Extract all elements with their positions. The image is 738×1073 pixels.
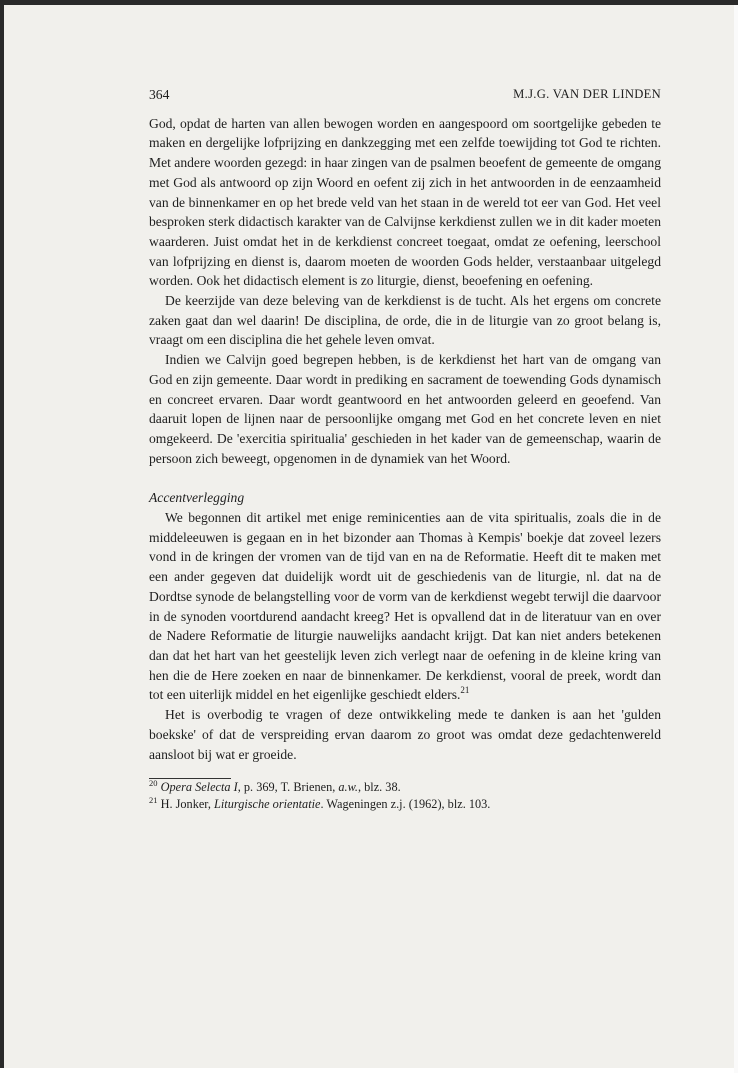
paragraph-4 (149, 508, 661, 705)
footnote-text: . Wageningen z.j. (1962), blz. 103. (320, 797, 491, 812)
paragraph-3: Indien we Calvijn goed begrepen hebben, is de kerkdienst het hart van de omgang van God en zijn gemeente. Daar wordt in prediking en sacrament de toewending Gods dynamisch en concreet ervaren. Daar wordt geantwoord en het antwoorden geleerd en geoefend. Van daaruit lopen de lijnen naar de persoonlijke omgang met God en het concrete leven en niet omgekeerd. De 'exercitia spiritualia' geschieden in het kader van de gemeenschap, waarin de persoon zich beweegt, opgenomen in de dynamiek van het Woord. (149, 352, 661, 466)
footnote-ref-21[interactable]: 21 (460, 685, 470, 696)
footnote-title: Liturgische orientatie (214, 797, 321, 812)
footnote-abbr: a.w. (338, 780, 358, 795)
footnote-21 (149, 796, 661, 813)
footnote-author: H. Jonker, (160, 797, 215, 812)
page-content (149, 85, 661, 813)
paragraph-2: De keerzijde van deze beleving van de kerkdienst is de tucht. Als het ergens om concrete zaken gaat dan wel daarin! De disciplina, de orde, die in de liturgie van zo groot belang is, vraagt om een disciplina die het gehele leven omvat. (149, 293, 661, 348)
footnote-20 (149, 779, 661, 796)
paragraph-4-text: We begonnen dit artikel met enige reminicenties aan de vita spiritualis, zoals die in de middeleeuwen is gegaan en in het bizonder aan Thomas à Kempis' boekje dat zoveel lezers vond in de kringen der vromen van de tijd van en na de Reformatie. Heeft dit te maken met een ander gegeven dat duidelijk wordt uit de geschiedenis van de liturgie, nl. dat na de Dordtse synode de belangstelling voor de vorm van de kerkdienst wegebt terwijl die daarvoor in de synoden voortdurend aandacht kreeg? Het is opvallend dat in de literatuur van en over de Nadere Reformatie de liturgie nauwelijks aandacht krijgt. Dat kan niet anders betekenen dan dat het hart van het geestelijk leven zich verlegt naar de oefening in de kleine kring van hen die de Here zoeken en naar de binnenkamer. De kerkdienst, vooral de preek, wordt dan tot een uiterlijk middel en het eigenlijke geschiedt elders. (149, 510, 661, 703)
running-head-author: M.J.G. VAN DER LINDEN (513, 87, 661, 101)
footnote-number: 21 (149, 795, 158, 806)
page-edge (734, 5, 738, 1073)
page-number: 364 (149, 87, 170, 102)
footnote-text: , p. 369, T. Brienen, (237, 780, 339, 795)
footnote-text: , blz. 38. (357, 780, 401, 795)
footnote-number: 20 (149, 778, 158, 789)
section-heading: Accentverlegging (149, 490, 245, 506)
paragraph-5: Het is overbodig te vragen of deze ontwikkeling mede te danken is aan het 'gulden boekske' of dat de verspreiding ervan daarom zo groot was omdat deze gedachtenwereld aansloot bij wat er groeide. (149, 707, 661, 762)
paragraph-1: God, opdat de harten van allen bewogen worden en aangespoord om soortgelijke gebeden te maken en dergelijke lofprijzing en dankzegging met een zelfde toewijding tot God te richten. Met andere woorden gezegd: in haar zingen van de psalmen beoefent de gemeente de omgang met God als antwoord op zijn Woord en oefent zij zich in het antwoorden in de eenzaamheid van de binnenkamer en op het brede veld van het staan in de wereld tot eer van God. Het veel besproken sterk didactisch karakter van de Calvijnse kerkdienst zullen we in dit kader moeten waarderen. Juist omdat het in de kerkdienst concreet toegaat, omdat ze oefening, leerschool van lofprijzing en dienst is, daarom moeten de woorden Gods helder, verstaanbaar uitgelegd worden. Ook het didactisch element is zo liturgie, dienst, beoefening en oefening. (149, 115, 661, 289)
running-head (149, 85, 661, 105)
footnote-title: Opera Selecta I (160, 780, 238, 795)
footnotes (149, 779, 661, 813)
